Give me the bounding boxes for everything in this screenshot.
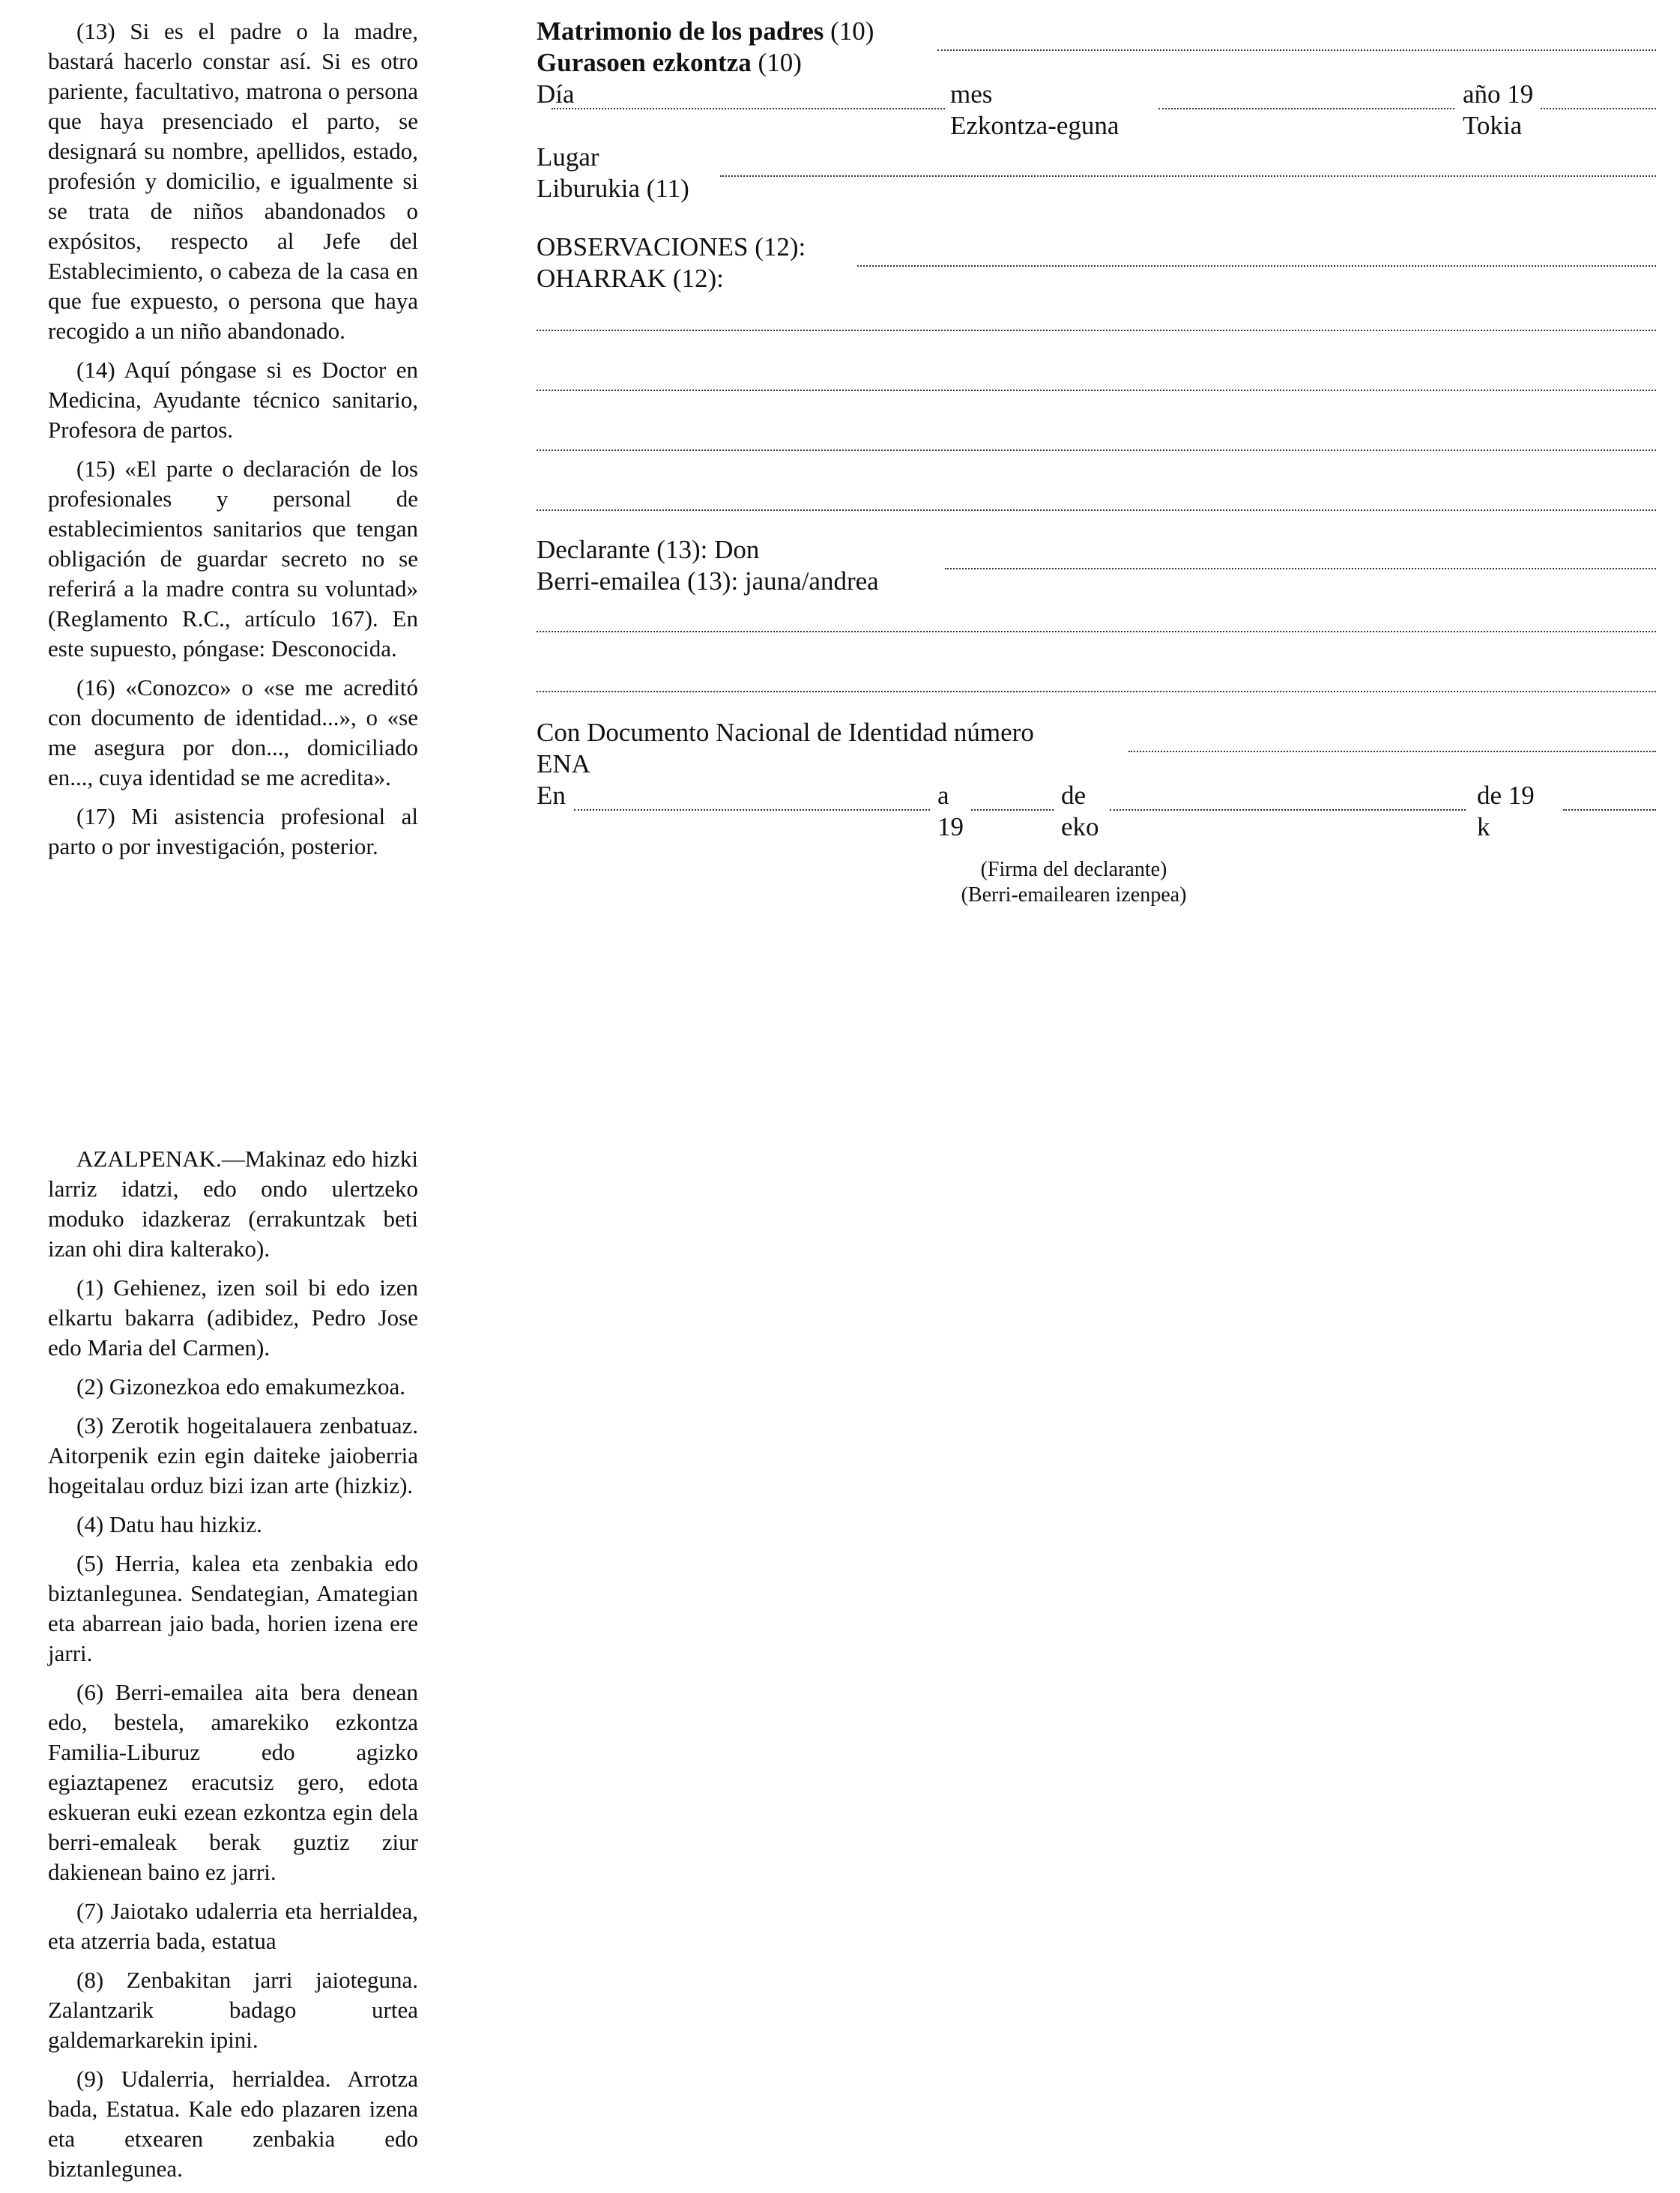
firma-label: (Firma del declarante) — [980, 858, 1167, 881]
signature-block — [492, 857, 1656, 908]
row-liburukia — [537, 174, 1656, 205]
de-label: de — [1061, 781, 1087, 810]
row-ena — [537, 749, 1656, 781]
row-ezkontza — [537, 48, 1656, 79]
note-17: (17) Mi asistencia profesional al parto o por investigación, posterior. — [48, 803, 418, 859]
note-2: (2) Gizonezkoa edo emakumezkoa. — [76, 1373, 405, 1400]
de19-label: de 19 — [1477, 781, 1535, 810]
row-observaciones — [537, 232, 1656, 264]
note-16: (16) «Conozco» o «se me acreditó con documento de identidad...», o «se me asegura por don..., domiciliado en..., cuya identidad se me acredita». — [48, 674, 418, 790]
matrimonio-ref: (10) — [830, 16, 874, 46]
oharrak-label: OHARRAK (12): — [537, 264, 724, 293]
lugar-field[interactable] — [720, 175, 1656, 177]
a-label: a — [937, 781, 949, 810]
observaciones-field[interactable] — [857, 265, 1656, 267]
declarante-line-2[interactable] — [537, 631, 1656, 632]
dia-field[interactable] — [552, 108, 945, 109]
k-label: k — [1477, 812, 1490, 841]
note-9: (9) Udalerria, herrialdea. Arrotza bada, Estatua. Kale edo plazaren izena eta etxearen zenbakia edo biztanlegunea. — [48, 2066, 418, 2182]
row-oharrak — [537, 264, 1656, 295]
ezkontza-eguna-label: Ezkontza-eguna — [950, 111, 1120, 140]
liburukia-label: Liburukia (11) — [537, 174, 689, 203]
notes-azalpenak — [48, 1144, 418, 2193]
note-14: (14) Aquí póngase si es Doctor en Medicina, Ayudante técnico sanitario, Profesora de partos. — [48, 357, 418, 443]
matrimonio-label: Matrimonio de los padres — [537, 16, 824, 46]
row-dni — [537, 718, 1656, 749]
dni-field[interactable] — [1128, 751, 1656, 752]
note-4: (4) Datu hau hizkiz. — [76, 1511, 262, 1537]
dia-label: Día — [537, 79, 575, 109]
note-azalpenak: AZALPENAK.—Makinaz edo hizki larriz idatzi, edo ondo ulertzeko moduko idazkeraz (errakuntzak beti izan ohi dira kalterako). — [48, 1146, 418, 1262]
observaciones-line-4[interactable] — [537, 450, 1656, 451]
de-field[interactable] — [1110, 809, 1466, 811]
eko-label: eko — [1061, 812, 1099, 841]
en-label: En — [537, 781, 566, 810]
observaciones-line-2[interactable] — [537, 330, 1656, 331]
notes-top — [48, 16, 418, 871]
ena-label: ENA — [537, 749, 590, 778]
dni-label: Con Documento Nacional de Identidad número — [537, 718, 1034, 747]
row-eguna — [537, 111, 1656, 142]
row-19-eko — [537, 812, 1656, 844]
note-13: (13) Si es el padre o la madre, bastará hacerlo constar así. Si es otro pariente, facultativo, matrona o persona que haya presenciado el parto, se designará su nombre, apellidos, estado, profesión y domicilio, e igualmente si se trata de niños abandonados o expósitos, respecto al Jefe del Establecimiento, o cabeza de la casa en que fue expuesto, o persona que haya recogido a un niño abandonado. — [48, 18, 418, 344]
observaciones-line-3[interactable] — [537, 390, 1656, 391]
izenpea-label: (Berri-emailearen izenpea) — [961, 883, 1187, 907]
ano-field[interactable] — [1541, 108, 1656, 109]
observaciones-line-5[interactable] — [537, 509, 1656, 511]
a-field[interactable] — [971, 809, 1054, 811]
observaciones-label: OBSERVACIONES (12): — [537, 232, 806, 261]
row-lugar — [537, 142, 1656, 174]
mes-label: mes — [950, 79, 993, 109]
row-matrimonio — [537, 16, 1656, 48]
row-berri-emailea — [537, 566, 1656, 598]
declarante-field[interactable] — [945, 568, 1656, 569]
berri-emailea-label: Berri-emailea (13): jauna/andrea — [537, 566, 879, 596]
y19-label: 19 — [937, 812, 964, 841]
matrimonio-field[interactable] — [937, 49, 1656, 51]
note-7: (7) Jaiotako udalerria eta herrialdea, eta atzerria bada, estatua — [48, 1898, 418, 1954]
mes-field[interactable] — [1158, 108, 1454, 109]
ezkontza-ref: (10) — [758, 48, 802, 77]
note-6: (6) Berri-emailea aita bera denean edo, bestela, amarekiko ezkontza Familia-Liburuz edo agizko egiaztapenez eracutsiz gero, edota eskueran euki ezean ezkontza egin dela berri-emaleak berak guztiz ziur dakienean baino ez jarri. — [48, 1679, 418, 1885]
declarante-label: Declarante (13): Don — [537, 535, 760, 564]
declaration-form — [537, 16, 1656, 908]
en-field[interactable] — [574, 809, 930, 811]
note-8: (8) Zenbakitan jarri jaioteguna. Zalantzarik badago urtea galdemarkarekin ipini. — [48, 1967, 418, 2053]
lugar-label: Lugar — [537, 142, 599, 172]
note-5: (5) Herria, kalea eta zenbakia edo biztanlegunea. Sendategian, Amategian eta abarrean jaio bada, horien izena ere jarri. — [48, 1550, 418, 1666]
note-1: (1) Gehienez, izen soil bi edo izen elkartu bakarra (adibidez, Pedro Jose edo Maria del Carmen). — [48, 1274, 418, 1361]
ano-label: año 19 — [1463, 79, 1534, 109]
row-declarante — [537, 535, 1656, 566]
note-15: (15) «El parte o declaración de los profesionales y personal de establecimientos sanitarios que tengan obligación de guardar secreto no se referirá a la madre contra su voluntad» (Reglamento R.C., artículo 167). En este supuesto, póngase: Desconocida. — [48, 456, 418, 662]
note-3: (3) Zerotik hogeitalauera zenbatuaz. Aitorpenik ezin egin daiteke jaioberria hogeitalau orduz bizi izan arte (hizkiz). — [48, 1412, 418, 1498]
de19-field[interactable] — [1563, 809, 1656, 811]
tokia-label: Tokia — [1463, 111, 1523, 140]
row-dia — [537, 79, 1656, 111]
row-en — [537, 781, 1656, 812]
ezkontza-label: Gurasoen ezkontza — [537, 48, 752, 77]
declarante-line-3[interactable] — [537, 691, 1656, 692]
